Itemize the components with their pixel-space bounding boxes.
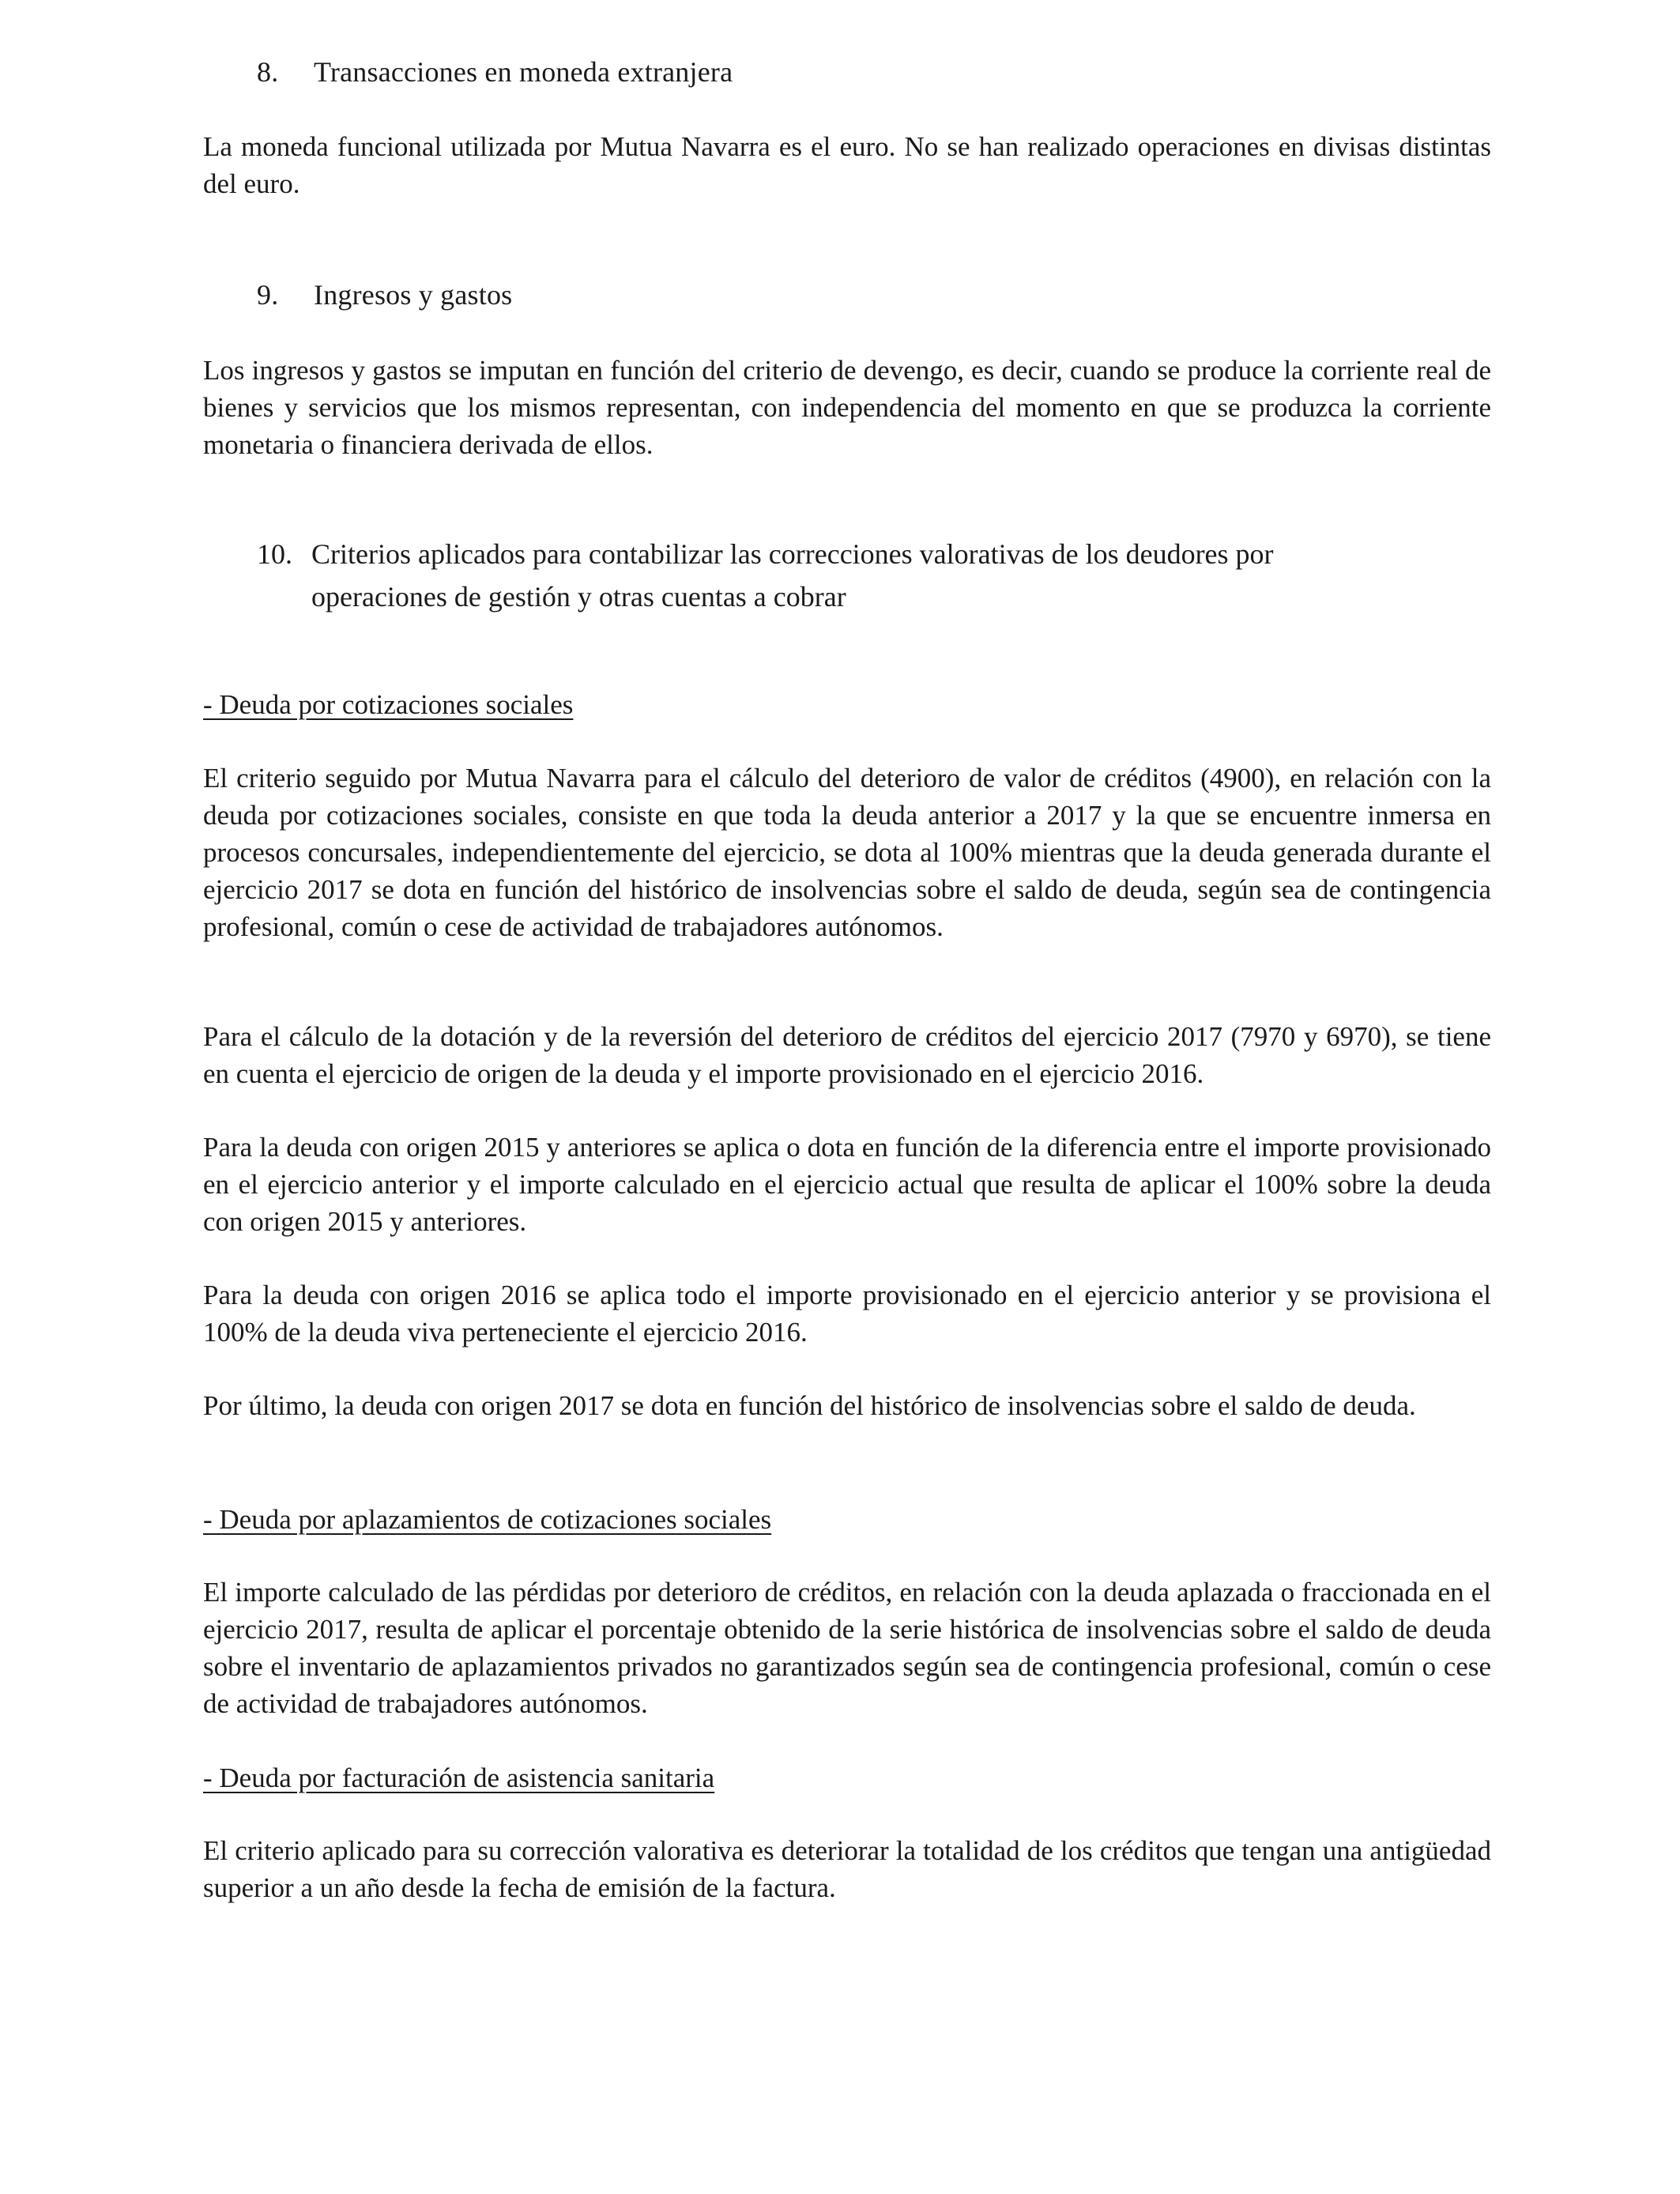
section-title-line-2: operaciones de gestión y otras cuentas a cobrar — [311, 581, 846, 613]
section-number: 10. — [257, 538, 292, 570]
section-8-paragraph: La moneda funcional utilizada por Mutua Navarra es el euro. No se han realizado operaciones en divisas distintas del euro. — [203, 131, 1491, 199]
subheading-facturacion: - Deuda por facturación de asistencia sanitaria — [203, 1762, 715, 1793]
subheading-aplazamientos: - Deuda por aplazamientos de cotizaciones sociales — [203, 1504, 772, 1535]
section-title-line-1: Criterios aplicados para contabilizar las correcciones valorativas de los deudores por — [311, 538, 1274, 570]
cotizaciones-paragraph-2: Para el cálculo de la dotación y de la reversión del deterioro de créditos del ejercicio 2017 (7970 y 6970), se tiene en cuenta el ejercicio de origen de la deuda y el importe provisionado en el ejercicio 2016. — [203, 1021, 1491, 1089]
cotizaciones-paragraph-5: Por último, la deuda con origen 2017 se dota en función del histórico de insolvencias sobre el saldo de deuda. — [203, 1390, 1416, 1421]
aplazamientos-paragraph: El importe calculado de las pérdidas por deterioro de créditos, en relación con la deuda aplazada o fraccionada en el ejercicio 2017, resulta de aplicar el porcentaje obtenido de la serie histórica de insolvencias sobre el saldo de deuda sobre el inventario de aplazamientos privados no garantizados según sea de contingencia profesional, común o cese de actividad de trabajadores autónomos. — [203, 1577, 1491, 1719]
section-9-paragraph: Los ingresos y gastos se imputan en función del criterio de devengo, es decir, cuando se produce la corriente real de bienes y servicios que los mismos representan, con independencia del momento en que se produzca la corriente monetaria o financiera derivada de ellos. — [203, 355, 1491, 460]
cotizaciones-paragraph-4: Para la deuda con origen 2016 se aplica todo el importe provisionado en el ejercicio anterior y se provisiona el 100% de la deuda viva perteneciente el ejercicio 2016. — [203, 1280, 1491, 1348]
section-8-heading — [257, 51, 1521, 93]
cotizaciones-paragraph-1: El criterio seguido por Mutua Navarra para el cálculo del deterioro de valor de créditos (4900), en relación con la deuda por cotizaciones sociales, consiste en que toda la deuda anterior a 2017 y la que se encuentre inmersa en procesos concursales, independientemente del ejercicio, se dota al 100% mientras que la deuda generada durante el ejercicio 2017 se dota en función del histórico de insolvencias sobre el saldo de deuda, según sea de contingencia profesional, común o cese de actividad de trabajadores autónomos. — [203, 763, 1491, 942]
cotizaciones-paragraph-3: Para la deuda con origen 2015 y anteriores se aplica o dota en función de la diferencia entre el importe provisionado en el ejercicio anterior y el importe calculado en el ejercicio actual que resulta de aplicar el 100% sobre la deuda con origen 2015 y anteriores. — [203, 1132, 1491, 1237]
section-number: 9. — [257, 279, 279, 311]
section-9-heading — [257, 273, 1521, 316]
section-title: Transacciones en moneda extranjera — [314, 56, 733, 88]
section-title: Ingresos y gastos — [314, 279, 513, 311]
facturacion-paragraph: El criterio aplicado para su corrección valorativa es deteriorar la totalidad de los créditos que tengan una antigüedad superior a un año desde la fecha de emisión de la factura. — [203, 1835, 1491, 1903]
subheading-cotizaciones: - Deuda por cotizaciones sociales — [203, 689, 574, 720]
section-number: 8. — [257, 56, 279, 88]
